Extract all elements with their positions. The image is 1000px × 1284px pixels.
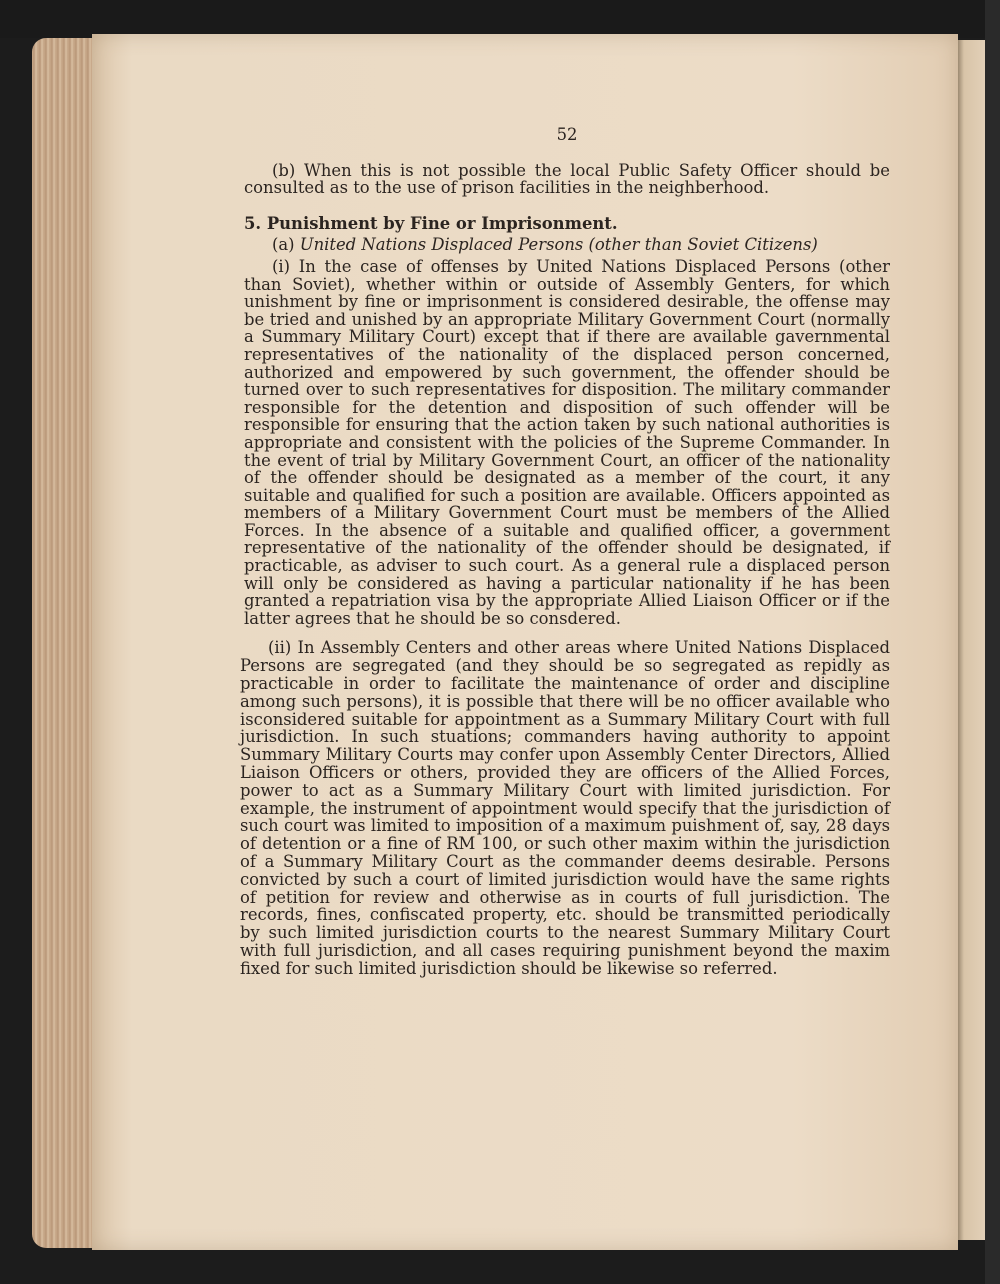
- scan-background-right: [985, 0, 1000, 1284]
- page-number: 52: [556, 125, 578, 144]
- scan-background-top: [0, 0, 1000, 38]
- section-title: 5. Punishment by Fine or Imprisonment.: [244, 213, 618, 233]
- paragraph-ii: (ii) In Assembly Centers and other areas where United Nations Displaced Persons are segregated (and they should be so segregated as repidly as practicable in order to facilitate the maintenance of order and discipline among such persons), it is possible that there will be no officer available who isconsidered suitable for appointment as a Summary Military Court with full jurisdiction. In such stuations; commanders having authority to appoint Summary Military Courts may confer upon Assembly Center Directors, Allied Liaison Officers or others, provided they are officers of the Allied Forces, power to act as a Summary Military Court with limited jurisdiction. For example, the instrument of appointment would specify that the jurisdiction of such court was limited to imposition of a maximum puishment of, say, 28 days of detention or a fine of RM 100, or such other maxim within the jurisdiction of a Summary Military Court as the commander deems desirable. Persons convicted by such a court of limited jurisdiction would have the same rights of petition for review and otherwise as in courts of full jurisdiction. The records, fines, confiscated property, etc. should be transmitted periodically by such limited jurisdiction courts to the nearest Summary Military Court with full jurisdiction, and all cases requiring punishment beyond the maxim fixed for such limited jurisdiction should be likewise so referred.: [240, 638, 890, 978]
- paragraph-i: (i) In the case of offenses by United Nations Displaced Persons (other than Soviet), whether within or outside of Assembly Genters, for which unishment by fine or imprisonment is considered desirable, the offense may be tried and unished by an appropriate Military Government Court (normally a Summary Military Court) except that if there are available gavernmental representatives of the nationality of the displaced person concerned, authorized and empowered by such government, the offender should be turned over to such representatives for disposition. The military commander responsible for the detention and disposition of such offender will be responsible for ensuring that the action taken by such national authorities is appropriate and consistent with the policies of the Supreme Commander. In the event of trial by Military Government Court, an officer of the nationality of the offender should be designated as a member of the court, it any suitable and qualified for such a position are available. Officers appointed as members of a Military Government Court must be members of the Allied Forces. In the absence of a suitable and qualified officer, a government representative of the nationality of the offender should be designated, if practicable, as adviser to such court. As a general rule a displaced person will only be considered as having a particular nationality if he has been granted a repatriation visa by the appropriate Allied Liaison Officer or if the latter agrees that he should be so consdered.: [244, 256, 890, 628]
- subheading-text: United Nations Displaced Persons (other than Soviet Citizens): [299, 235, 818, 255]
- intro-paragraph: (b) When this is not possible the local Public Safety Officer should be consulted as to the use of prison facilities in the neighberhood.: [244, 160, 890, 198]
- facing-page-edge: [958, 40, 988, 1240]
- subheading: [244, 236, 890, 254]
- page-text-block: [240, 125, 890, 978]
- subheading-label: (a): [272, 235, 295, 255]
